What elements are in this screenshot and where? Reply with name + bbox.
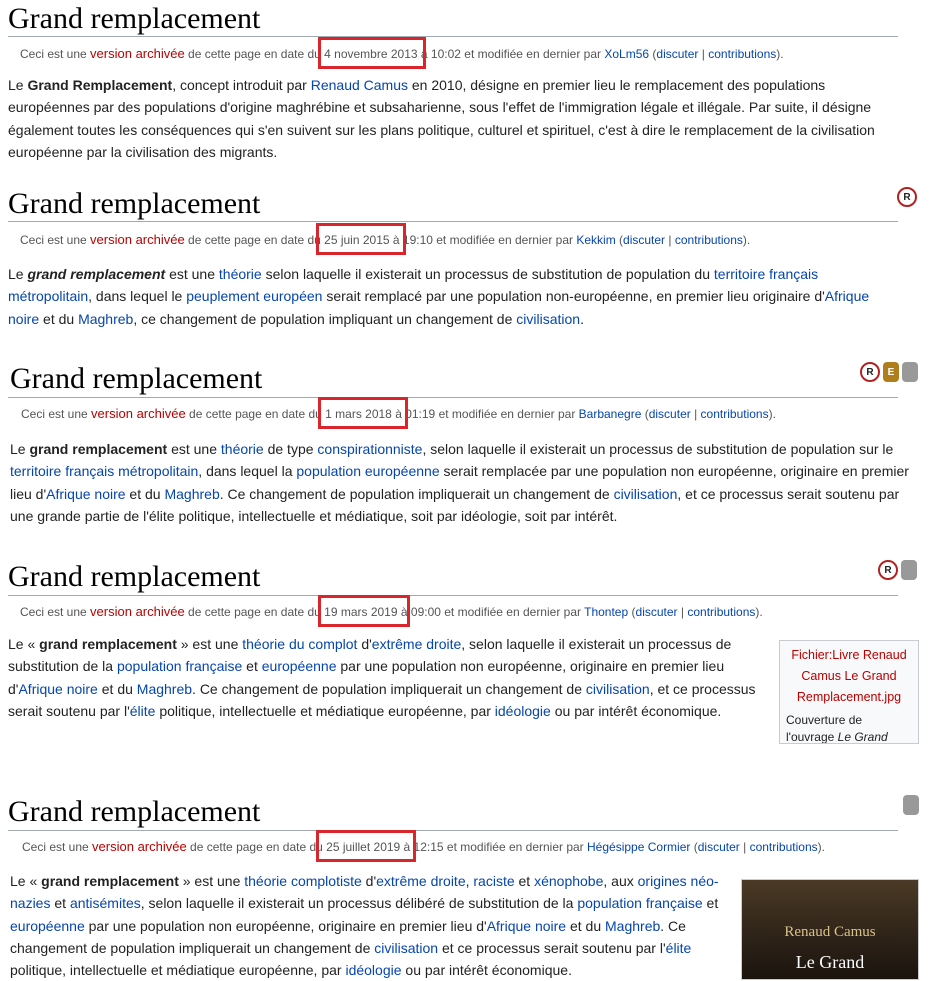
intro-paragraph: Le grand remplacement est une théorie de type conspirationniste, selon laquelle il existerait un processus de substitution de population sur le territoire français métropolitain, dans lequel la population européenne serait remplacée par une population non européenne, originaire en premier lieu d'Afrique noire et du Maghreb. Ce changement de population impliquerait un changement de civilisation, et ce processus serait soutenu par une grande partie de l'élite politique, intellectuelle et médiatique, soit par idéologie, soit par intérêt. [10, 441, 909, 524]
r-badge-icon[interactable]: R [878, 560, 898, 580]
archived-version-link[interactable]: version archivée [90, 46, 185, 61]
contributions-link[interactable]: contributions [674, 233, 743, 247]
lock-e-icon[interactable]: E [883, 362, 899, 382]
revision-date: 25 juin 2015 [324, 233, 389, 247]
book-cover-image[interactable] [741, 879, 919, 980]
page-title: Grand remplacement [8, 187, 261, 220]
archive-notice: Ceci est une version archivée de cette page en date du 25 juillet 2019 à 12:15 et modifiée en dernier par Hégésippe Cormier (discuter | contributions). [22, 839, 825, 854]
revision-date: 19 mars 2019 [324, 605, 397, 619]
revision-date: 4 novembre 2013 [324, 47, 417, 61]
lock-icon[interactable] [901, 560, 917, 580]
page-title: Grand remplacement [10, 362, 263, 395]
user-link[interactable]: Thontep [584, 605, 629, 619]
link-maghreb[interactable]: Maghreb [605, 917, 661, 934]
link-population-francaise[interactable]: population française [577, 895, 703, 912]
link-civilisation[interactable]: civilisation [516, 310, 581, 327]
link-afrique-noire[interactable]: Afrique noire [8, 288, 870, 327]
archived-version-link[interactable]: version archivée [91, 406, 186, 421]
r-badge-icon[interactable]: R [860, 362, 880, 382]
status-icons [903, 795, 919, 815]
link-afrique-noire[interactable]: Afrique noire [486, 917, 567, 934]
lock-icon[interactable] [903, 795, 919, 815]
lock-icon[interactable] [902, 362, 918, 382]
title-rule [8, 36, 898, 37]
link-elite[interactable]: élite [129, 702, 156, 719]
user-link[interactable]: Hégésippe Cormier [587, 840, 691, 854]
title-rule [8, 830, 898, 831]
archive-notice: Ceci est une version archivée de cette page en date du 4 novembre 2013 à 10:02 et modifiée en dernier par XoLm56 (discuter | contributions). [20, 46, 784, 61]
archived-version-link[interactable]: version archivée [90, 232, 185, 247]
link-population-francaise[interactable]: population française [116, 658, 243, 675]
link-population-europeenne[interactable]: population européenne [296, 463, 440, 480]
link-territoire[interactable]: territoire français métropolitain [8, 266, 819, 305]
contributions-link[interactable]: contributions [687, 605, 756, 619]
discuss-link[interactable]: discuter [635, 605, 678, 619]
status-icons [860, 362, 918, 382]
book-author: Renaud Camus [784, 924, 876, 940]
date-highlight-box [316, 830, 416, 862]
intro-paragraph: Le Grand Remplacement, concept introduit par Renaud Camus en 2010, désigne en premier lieu le remplacement des populations européennes par des populations d'origine maghrébine et subsaharienne, sous l'effet de l'immigration légale et illégale. Par suite, il désigne également toutes les conséquences qui s'en suivent sur les plans politique, culturel et spirituel, c'est à dire le remplacement de la civilisation européenne par la civilisation des migrants. [8, 77, 875, 160]
link-raciste[interactable]: raciste [473, 873, 515, 889]
contributions-link[interactable]: contributions [749, 840, 818, 854]
discuss-link[interactable]: discuter [623, 233, 666, 247]
intro-paragraph: Le grand remplacement est une théorie selon laquelle il existerait un processus de substitution de population du territoire français métropolitain, dans lequel le peuplement européen serait remplacé par une population non-européenne, en premier lieu originaire d'Afrique noire et du Maghreb, ce changement de population impliquant un changement de civilisation. [8, 266, 870, 327]
book-title: Le Grand [795, 952, 865, 972]
intro-paragraph: Le « grand remplacement » est une théorie complotiste d'extrême droite, raciste et xénophobe, aux origines néo-nazies et antisémites, selon laquelle il existerait un processus délibéré de substitution de la population française et européenne par une population non européenne, originaire en premier lieu d'Afrique noire et du Maghreb. Ce changement de population impliquerait un changement de civilisation et ce processus serait soutenu par l'élite politique, intellectuelle et médiatique européenne, par idéologie ou par intérêt économique. [10, 873, 719, 979]
link-maghreb[interactable]: Maghreb [164, 485, 220, 502]
link-conspirationniste[interactable]: conspirationniste [317, 441, 423, 457]
link-maghreb[interactable]: Maghreb [78, 310, 134, 327]
discuss-link[interactable]: discuter [648, 407, 691, 421]
archive-notice: Ceci est une version archivée de cette page en date du 19 mars 2019 à 09:00 et modifiée en dernier par Thontep (discuter | contributions). [20, 604, 763, 619]
link-afrique-noire[interactable]: Afrique noire [18, 680, 98, 697]
user-link[interactable]: Kekkim [576, 233, 616, 247]
link-theorie-complotiste[interactable]: théorie complotiste [244, 873, 362, 889]
link-xenophobe[interactable]: xénophobe [534, 873, 604, 889]
discuss-link[interactable]: discuter [697, 840, 740, 854]
link-antisemites[interactable]: antisémites [69, 895, 141, 912]
title-rule [8, 595, 898, 596]
date-highlight-box [318, 397, 408, 429]
link-theorie[interactable]: théorie [220, 441, 264, 457]
link-civilisation[interactable]: civilisation [374, 939, 439, 956]
page-title: Grand remplacement [8, 560, 261, 593]
date-highlight-box [318, 37, 426, 69]
thumbnail-caption: Couverture de l'ouvrage Le Grand [786, 713, 888, 744]
date-highlight-box [318, 595, 410, 627]
link-extreme-droite[interactable]: extrême droite [371, 636, 462, 652]
archived-version-link[interactable]: version archivée [90, 604, 185, 619]
link-extreme-droite[interactable]: extrême droite [376, 873, 466, 889]
r-badge-icon[interactable]: R [897, 187, 917, 207]
link-ideologie[interactable]: idéologie [494, 702, 551, 719]
status-icons [897, 187, 917, 207]
thumbnail-filename[interactable]: Fichier:Livre Renaud Camus Le Grand Remplacement.jpg [791, 648, 907, 704]
link-peuplement[interactable]: peuplement européen [186, 288, 323, 305]
contributions-link[interactable]: contributions [708, 47, 777, 61]
link-territoire[interactable]: territoire français métropolitain [10, 463, 199, 480]
intro-paragraph: Le « grand remplacement » est une théorie du complot d'extrême droite, selon laquelle il existerait un processus de substitution de la population française et européenne par une population non européenne, originaire en premier lieu d'Afrique noire et du Maghreb. Ce changement de population impliquerait un changement de civilisation, et ce processus serait soutenu par l'élite politique, intellectuelle et médiatique européenne, par idéologie ou par intérêt économique. [8, 636, 756, 719]
title-rule [8, 221, 898, 222]
link-maghreb[interactable]: Maghreb [136, 680, 193, 697]
status-icons [878, 560, 917, 580]
archive-notice: Ceci est une version archivée de cette page en date du 1 mars 2018 à 01:19 et modifiée en dernier par Barbanegre (discuter | contributions). [21, 406, 776, 421]
link-theorie[interactable]: théorie [218, 266, 262, 282]
user-link[interactable]: XoLm56 [604, 47, 650, 61]
contributions-link[interactable]: contributions [700, 407, 769, 421]
archived-version-link[interactable]: version archivée [92, 839, 187, 854]
link-elite[interactable]: élite [665, 939, 692, 956]
link-ideologie[interactable]: idéologie [345, 962, 402, 979]
link-civilisation[interactable]: civilisation [613, 485, 678, 502]
link-renaud-camus[interactable]: Renaud Camus [310, 77, 408, 93]
link-civilisation[interactable]: civilisation [585, 680, 650, 697]
revision-date: 25 juillet 2019 [326, 840, 400, 854]
date-highlight-box [316, 223, 406, 255]
revision-date: 1 mars 2018 [325, 407, 392, 421]
link-europeenne[interactable]: européenne [261, 658, 337, 675]
page-title: Grand remplacement [8, 795, 261, 828]
link-theorie-du-complot[interactable]: théorie du complot [242, 636, 358, 652]
link-europeenne[interactable]: européenne [10, 917, 85, 934]
image-thumbnail[interactable] [779, 640, 919, 744]
user-link[interactable]: Barbanegre [578, 407, 642, 421]
discuss-link[interactable]: discuter [656, 47, 699, 61]
archive-notice: Ceci est une version archivée de cette page en date du 25 juin 2015 à 19:10 et modifiée en dernier par Kekkim (discuter | contributions). [20, 232, 750, 247]
link-afrique-noire[interactable]: Afrique noire [46, 485, 126, 502]
link-origines-neo-nazies[interactable]: origines néo-nazies [10, 873, 719, 912]
title-rule [8, 397, 898, 398]
page-title: Grand remplacement [8, 2, 261, 35]
